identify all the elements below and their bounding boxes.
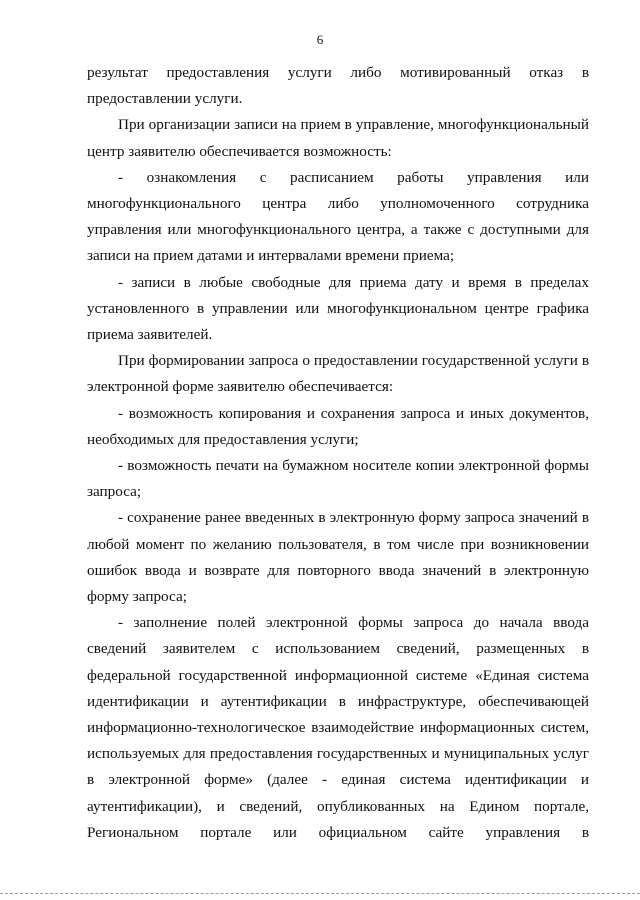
paragraph-free-slot-booking: - записи в любые свободные для приема дату и время в пределах установленного в управлении или многофункциональном центре графика приема заявителей. (87, 273, 589, 344)
document-body (87, 60, 589, 846)
paragraph-continuation: результат предоставления услуги либо мотивированный отказ в предоставлении услуги. (87, 64, 589, 108)
paragraph-schedule-access: - ознакомления с расписанием работы управления или многофункционального центра либо уполномоченного сотрудника управления или многофункционального центра, а также с доступными для записи на прием датами и интервалами времени приема; (87, 168, 589, 265)
paragraph-save-values: - сохранение ранее введенных в электронную форму запроса значений в любой момент по желанию пользователя, в том числе при возникновении ошибок ввода и возврате для повторного ввода значений в электронную форму запроса; (87, 509, 589, 606)
page-number: 6 (316, 32, 324, 47)
paragraph-appointment-intro: При организации записи на прием в управление, многофункциональный центр заявителю обеспечивается возможность: (87, 116, 589, 160)
scan-edge-line (0, 893, 640, 896)
paragraph-prefill-fields: - заполнение полей электронной формы запроса до начала ввода сведений заявителем с использованием сведений, размещенных в федеральной государственной информационной системе «Единая система идентификации и аутентификации в инфраструктуре, обеспечивающей информационно-технологическое взаимодействие информационных систем, используемых для предоставления государственных и муниципальных услуг в электронной форме» (далее - единая система идентификации и аутентификации), и сведений, опубликованных на Едином портале, Региональном портале или официальном сайте управления в (87, 614, 589, 841)
paragraph-copy-save: - возможность копирования и сохранения запроса и иных документов, необходимых для предоставления услуги; (87, 404, 589, 448)
paragraph-electronic-request-intro: При формировании запроса о предоставлении государственной услуги в электронной форме заявителю обеспечивается: (87, 352, 589, 396)
paragraph-print-copy: - возможность печати на бумажном носителе копии электронной формы запроса; (87, 457, 589, 501)
